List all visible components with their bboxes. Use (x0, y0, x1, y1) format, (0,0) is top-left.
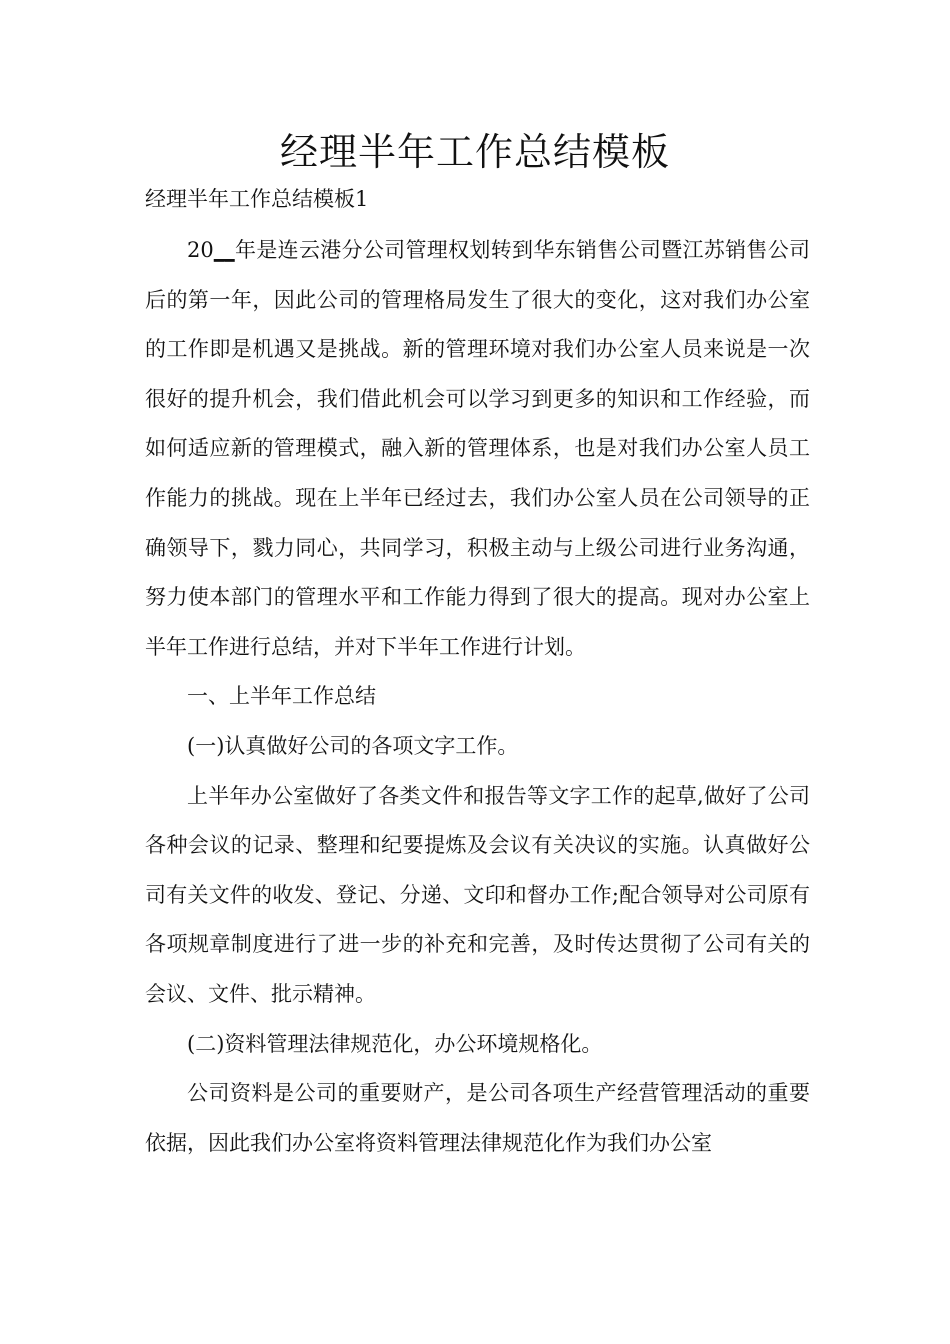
item-1-heading: (一)认真做好公司的各项文字工作。 (187, 733, 519, 758)
intro-text: 年是连云港分公司管理权划转到华东销售公司暨江苏销售公司后的第一年，因此公司的管理格局发生了很大的变化，这对我们办公室的工作即是机遇又是挑战。新的管理环境对我们办公室人员来说是一次很好的提升机会，我们借此机会可以学习到更多的知识和工作经验，而如何适应新的管理模式，融入新的管理体系，也是对我们办公室人员工作能力的挑战。现在上半年已经过去，我们办公室人员在公司领导的正确领导下，戮力同心，共同学习，积极主动与上级公司进行业务沟通，努力使本部门的管理水平和工作能力得到了很大的提高。现对办公室上半年工作进行总结，并对下半年工作进行计划。 (145, 238, 810, 659)
item-1-body: 上半年办公室做好了各类文件和报告等文字工作的起草,做好了公司各种会议的记录、整理和纪要提炼及会议有关决议的实施。认真做好公司有关文件的收发、登记、分递、文印和督办工作;配合领导对公司原有各项规章制度进行了进一步的补充和完善，及时传达贯彻了公司有关的会议、文件、批示精神。 (145, 783, 810, 1006)
intro-paragraph (145, 226, 810, 672)
section-1-heading: 一、上半年工作总结 (187, 684, 376, 709)
intro-year-prefix: 20 (187, 238, 214, 262)
document-title: 经理半年工作总结模板 (279, 130, 670, 174)
intro-year-blank: __ (213, 238, 235, 262)
item-2-body: 公司资料是公司的重要财产，是公司各项生产经营管理活动的重要依据，因此我们办公室将资料管理法律规范化作为我们办公室 (145, 1081, 810, 1155)
document-subtitle: 经理半年工作总结模板1 (145, 187, 369, 211)
document-body (145, 226, 810, 1168)
item-2-heading: (二)资料管理法律规范化，办公环境规格化。 (187, 1031, 603, 1056)
